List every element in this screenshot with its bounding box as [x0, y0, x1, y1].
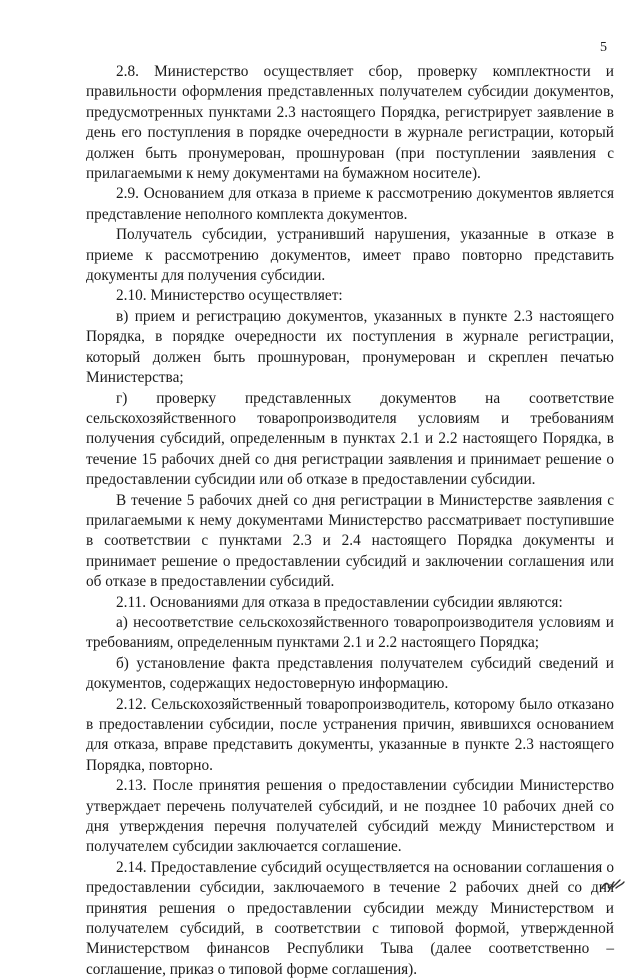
handwritten-mark-icon	[600, 876, 626, 892]
paragraph-2-9: 2.9. Основанием для отказа в приеме к рассмотрению документов является представление неполного комплекта документов.	[86, 185, 614, 223]
paragraph-2-10-g: г) проверку представленных документов на соответствие сельскохозяйственного товаропроизводителя условиям и требованиям получения субсидий, определенным в пунктах 2.1 и 2.2 настоящего Порядка, в течение 15 рабочих дней со дня регистрации заявления и принимает решение о предоставлении субсидии или об отказе в предоставлении субсидии.	[86, 389, 614, 489]
page-number: 5	[600, 40, 607, 55]
paragraph-review-period: В течение 5 рабочих дней со дня регистрации в Министерстве заявления с прилагаемыми к нему документами Министерство рассматривает поступившие в соответствии с пунктами 2.3 и 2.4 настоящего Порядка документы и принимает решение о предоставлении субсидий и заключении соглашения или об отказе в предоставлении субсидий.	[86, 491, 614, 591]
paragraph-2-10-v: в) прием и регистрацию документов, указанных в пункте 2.3 настоящего Порядка, в порядке очередности их поступления в журнале регистрации, который должен быть прошнурован, пронумерован и скреплен печатью Министерства;	[86, 307, 614, 387]
paragraph-2-11-a: а) несоответствие сельскохозяйственного товаропроизводителя условиям и требованиям, определенным пунктами 2.1 и 2.2 настоящего Порядка;	[86, 613, 614, 652]
paragraph-2-13: 2.13. После принятия решения о предоставлении субсидии Министерство утверждает перечень получателей субсидий, и не позднее 10 рабочих дней со дня утверждения перечня получателей субсидий между Министерством и получателем субсидии заключается соглашение.	[86, 777, 614, 856]
paragraph-2-12: 2.12. Сельскохозяйственный товаропроизводитель, которому было отказано в предоставлении субсидии, после устранения причин, явившихся основанием для отказа, вправе представить документы, указанные в пункте 2.3 настоящего Порядка, повторно.	[86, 695, 614, 774]
paragraph-2-8: 2.8. Министерство осуществляет сбор, проверку комплектности и правильности оформления представленных получателем субсидии документов, предусмотренных пунктами 2.3 настоящего Порядка, регистрирует заявление в день его поступления в порядке очередности в журнале регистрации, который должен быть пронумерован, прошнурован (при поступлении заявления с прилагаемыми к нему документами на бумажном носителе).	[86, 63, 614, 183]
paragraph-2-10: 2.10. Министерство осуществляет:	[116, 287, 343, 305]
paragraph-resubmission-right: Получатель субсидии, устранивший нарушения, указанные в отказе в приеме к рассмотрению документов, имеет право повторно представить документы для получения субсидии.	[86, 226, 614, 285]
paragraph-2-11: 2.11. Основаниями для отказа в предоставлении субсидии являются:	[116, 593, 563, 611]
document-body	[86, 62, 614, 980]
paragraph-2-14: 2.14. Предоставление субсидий осуществляется на основании соглашения о предоставлении субсидии, заключаемого в течение 2 рабочих дней со дня принятия решения о предоставлении субсидии между Министерством и получателем субсидий, в соответствии с типовой формой, утвержденной Министерством финансов Республики Тыва (далее соответственно – соглашение, приказ о типовой форме соглашения).	[86, 858, 614, 978]
paragraph-2-11-b: б) установление факта представления получателем субсидий сведений и документов, содержащих недостоверную информацию.	[86, 654, 614, 693]
